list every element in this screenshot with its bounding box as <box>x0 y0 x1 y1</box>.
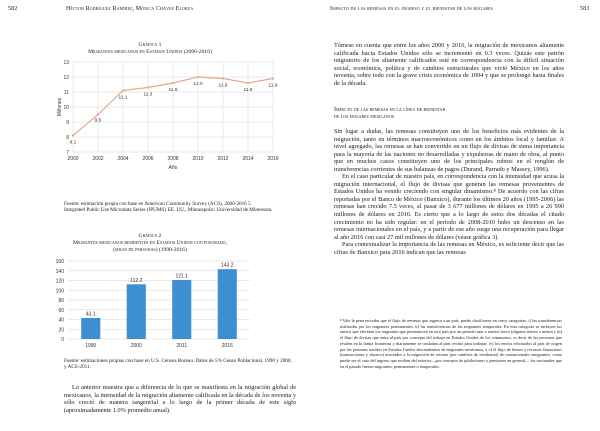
data-label: 11.3 <box>143 92 153 98</box>
figure1-source <box>64 201 294 213</box>
bar <box>172 280 191 339</box>
data-label: 8.1 <box>69 140 77 146</box>
data-point <box>272 77 274 79</box>
y-tick-label: 120 <box>55 278 64 285</box>
y-tick-label: 8 <box>66 135 69 141</box>
bar-chart-postgrad <box>50 255 270 355</box>
right-body-main <box>334 128 564 256</box>
x-tick-label: 2016 <box>267 156 279 162</box>
x-tick-label: 2006 <box>142 156 154 162</box>
left-page-number: 582 <box>8 6 18 12</box>
data-point <box>122 89 124 91</box>
right-page <box>300 0 600 431</box>
x-axis-title: Año <box>168 165 178 171</box>
y-tick-label: 160 <box>55 259 64 265</box>
left-paragraph-1: Lo anterior muestra que a diferencia de lo que se manifiesta en la migración global de mexicanos, la intensidad de la migración altamente calificada en la década de los noventa y sólo creció de manera tangencial a lo largo de la primer década de este siglo (aproximadamente 1.0% promedio anual). <box>64 384 296 414</box>
data-label: 11.6 <box>168 88 178 93</box>
y-tick-label: 40 <box>58 317 64 324</box>
x-tick-label: 2004 <box>117 156 129 162</box>
y-tick-label: 9 <box>66 120 69 126</box>
y-tick-label: 0 <box>61 337 64 343</box>
data-point <box>72 134 74 136</box>
x-tick-label: 2002 <box>92 156 104 162</box>
data-label: 11.6 <box>243 88 253 93</box>
bar <box>127 284 146 339</box>
x-tick-label: 2014 <box>242 156 254 162</box>
data-point <box>222 77 224 79</box>
right-page-number: 583 <box>580 6 590 12</box>
y-tick-label: 12 <box>63 75 69 81</box>
right-body-top <box>334 42 564 87</box>
y-tick-label: 10 <box>63 105 69 111</box>
y-tick-label: 20 <box>58 327 64 334</box>
data-label: 11.1 <box>118 95 128 101</box>
figure1-label: Gráfica 1 <box>138 42 162 48</box>
x-tick-label: 1990 <box>85 343 97 349</box>
section-heading-line2: de los hogares mexicanos <box>334 114 395 120</box>
y-tick-label: 11 <box>63 90 69 96</box>
bar <box>81 318 100 339</box>
footnote-8: ⁸ Vale la pena recordar que el flujo de remesas que ingresa a un país, puede clasificarse en cinco categorías: i) las transferencias realizadas por los migrantes permanentes; ii) las transferencias de los migrantes temporales. En esta categoría se incluyen los envíos que efectúan los migrantes que permanecen en otro país por un período más o menos breve (algunos meses o menos); iii) el flujo de divisas que entra al país por concepto del trabajo en Estados Unidos de los commuters, es decir de las personas que residen en la franja fronteriza y diariamente se trasladan al país vecino para trabajar; iv) los envíos efectuados al país de origen por las personas nacidas en Estados Unidos descendientes de migrantes mexicanos, y v) el flujo de bienes y recursos financieros (transacciones y ahorros) asociados a la migración de retorno (por cambios de residencia) de connacionales emigrantes, como puede ser el caso del ingreso que reciben del exterior—por concepto de jubilaciones y pensiones en general— los nacionales que en el pasado fueron migrantes, permanentes o temporales. <box>340 318 562 369</box>
x-tick-label: 2011 <box>176 343 188 349</box>
x-tick-label: 2000 <box>67 156 79 162</box>
data-label: 9.5 <box>94 118 102 124</box>
y-tick-label: 100 <box>55 288 64 295</box>
x-tick-label: 2010 <box>192 156 204 162</box>
data-point <box>197 76 199 78</box>
section-heading <box>334 107 574 121</box>
data-label: 11.9 <box>268 83 278 89</box>
right-running-head: Impacto de las remesas en el ingreso y el bienestar de los hogares <box>330 6 493 12</box>
data-label: 12.0 <box>193 82 203 87</box>
data-point <box>172 82 174 84</box>
figure2-source: Fuente: estimaciones propias con base en U.S. Census Bureau. Datos de 5% Censo Poblacional, 1990 y 2000, y ACS-2011. <box>64 358 292 371</box>
x-tick-label: 2012 <box>217 156 229 162</box>
right-paragraph-3: Para contextualizar la importancia de las remesas en México, es suficiente decir que las cifras de Banxico para 2016 indican que las remesas <box>334 241 564 256</box>
data-label: 112.2 <box>130 277 143 284</box>
left-body <box>64 384 296 414</box>
figure1-title: Migrantes mexicanos en Estados Unidos (2000-2016) <box>88 49 212 55</box>
data-label: 11.9 <box>218 83 228 89</box>
data-point <box>147 86 149 88</box>
x-tick-label: 2016 <box>221 343 233 349</box>
figure2-title1: Migrantes mexicanos residentes en Estados Unidos con posgrado, <box>73 240 227 246</box>
x-tick-label: 2008 <box>167 156 179 162</box>
data-point <box>247 82 249 84</box>
y-tick-label: 60 <box>58 307 64 314</box>
line-chart-migrants <box>55 56 295 200</box>
y-axis-title: Millones <box>57 97 63 117</box>
data-label: 121.1 <box>175 273 189 280</box>
bar <box>218 269 237 339</box>
figure2-label: Gráfica 2 <box>138 233 162 239</box>
right-paragraph-2: En el caso particular de nuestro país, en correspondencia con la intensidad que acusa la migración internacional, el flujo de divisas que generan las remesas provenientes de Estados Unidos ha venido creciendo con singular dinamismo.⁸ De acuerdo con las cifras reportadas por el Banco de México (Banxico), durante los últimos 20 años (1995-2006) las remesas han crecido 7.5 veces, al pasar de 3 677 millones de dólares en 1995 a 26 990 millones de dólares en 2016. Es cierto que a lo largo de estos dos décadas el citado crecimiento no ha sido regular: en el periodo de 2008-2010 hubo un descenso en las remesas internacionales en el país, y a partir de ese año surge una recuperación para llegar al año 2016 con casi 27 mil millones de dólares (véase gráfica 3). <box>334 173 564 241</box>
y-tick-label: 80 <box>58 298 64 304</box>
data-label: 43.1 <box>85 311 96 318</box>
section-heading-line1: Impacto de las remesas en la línea de bienestar <box>334 107 446 113</box>
y-tick-label: 13 <box>63 60 69 66</box>
data-point <box>97 113 99 115</box>
figure1-source-line1: Fuente: estimación propia con base en American Community Survey (ACS), 2000-2016 5 <box>64 201 251 207</box>
y-tick-label: 140 <box>55 268 64 275</box>
data-label: 143.2 <box>220 262 234 269</box>
figure1-source-line2: Integrated Public Use Microdata Series (IPUMS) EE. UU., Minneapolis: Universidad de Minnesota. <box>64 207 273 214</box>
x-tick-label: 2000 <box>130 343 142 349</box>
left-running-head: Héctor Rodríguez Ramírez, Mónica Chávez Elorza <box>66 6 194 12</box>
right-paragraph-0: Tómese en cuenta que entre los años 2000 y 2016, la migración de mexicanos altamente calificada hacia Estados Unidos sólo se incrementó en 0.3 veces. Quizás este patrón migratorio de los altamente calificados esté en correspondencia con la difícil situación social, económica, política y de cambios estructurales que vivió México en los años noventa, sobre todo con la grave crisis económica de 1994 y que se prolongó hasta finales de la década. <box>334 42 564 87</box>
figure2-title2: (miles de personas) (1990-2016) <box>113 247 187 253</box>
right-paragraph-1: Sin lugar a dudas, las remesas constituyen uno de los beneficios más evidentes de la migración, tanto en términos macroeconómicos como en los ámbitos local y familiar. A nivel agregado, las remesas se han convertido en un flujo de divisas de suma importancia para la mayoría de las naciones no desarrolladas y expulsoras de mano de obra, al punto que en muchos casos constituyen uno de los principales rubros en el renglón de transferencias corrientes de sus balanzas de pagos (Durand, Parrado y Massey, 1996). <box>334 128 564 173</box>
y-tick-label: 7 <box>66 150 69 156</box>
